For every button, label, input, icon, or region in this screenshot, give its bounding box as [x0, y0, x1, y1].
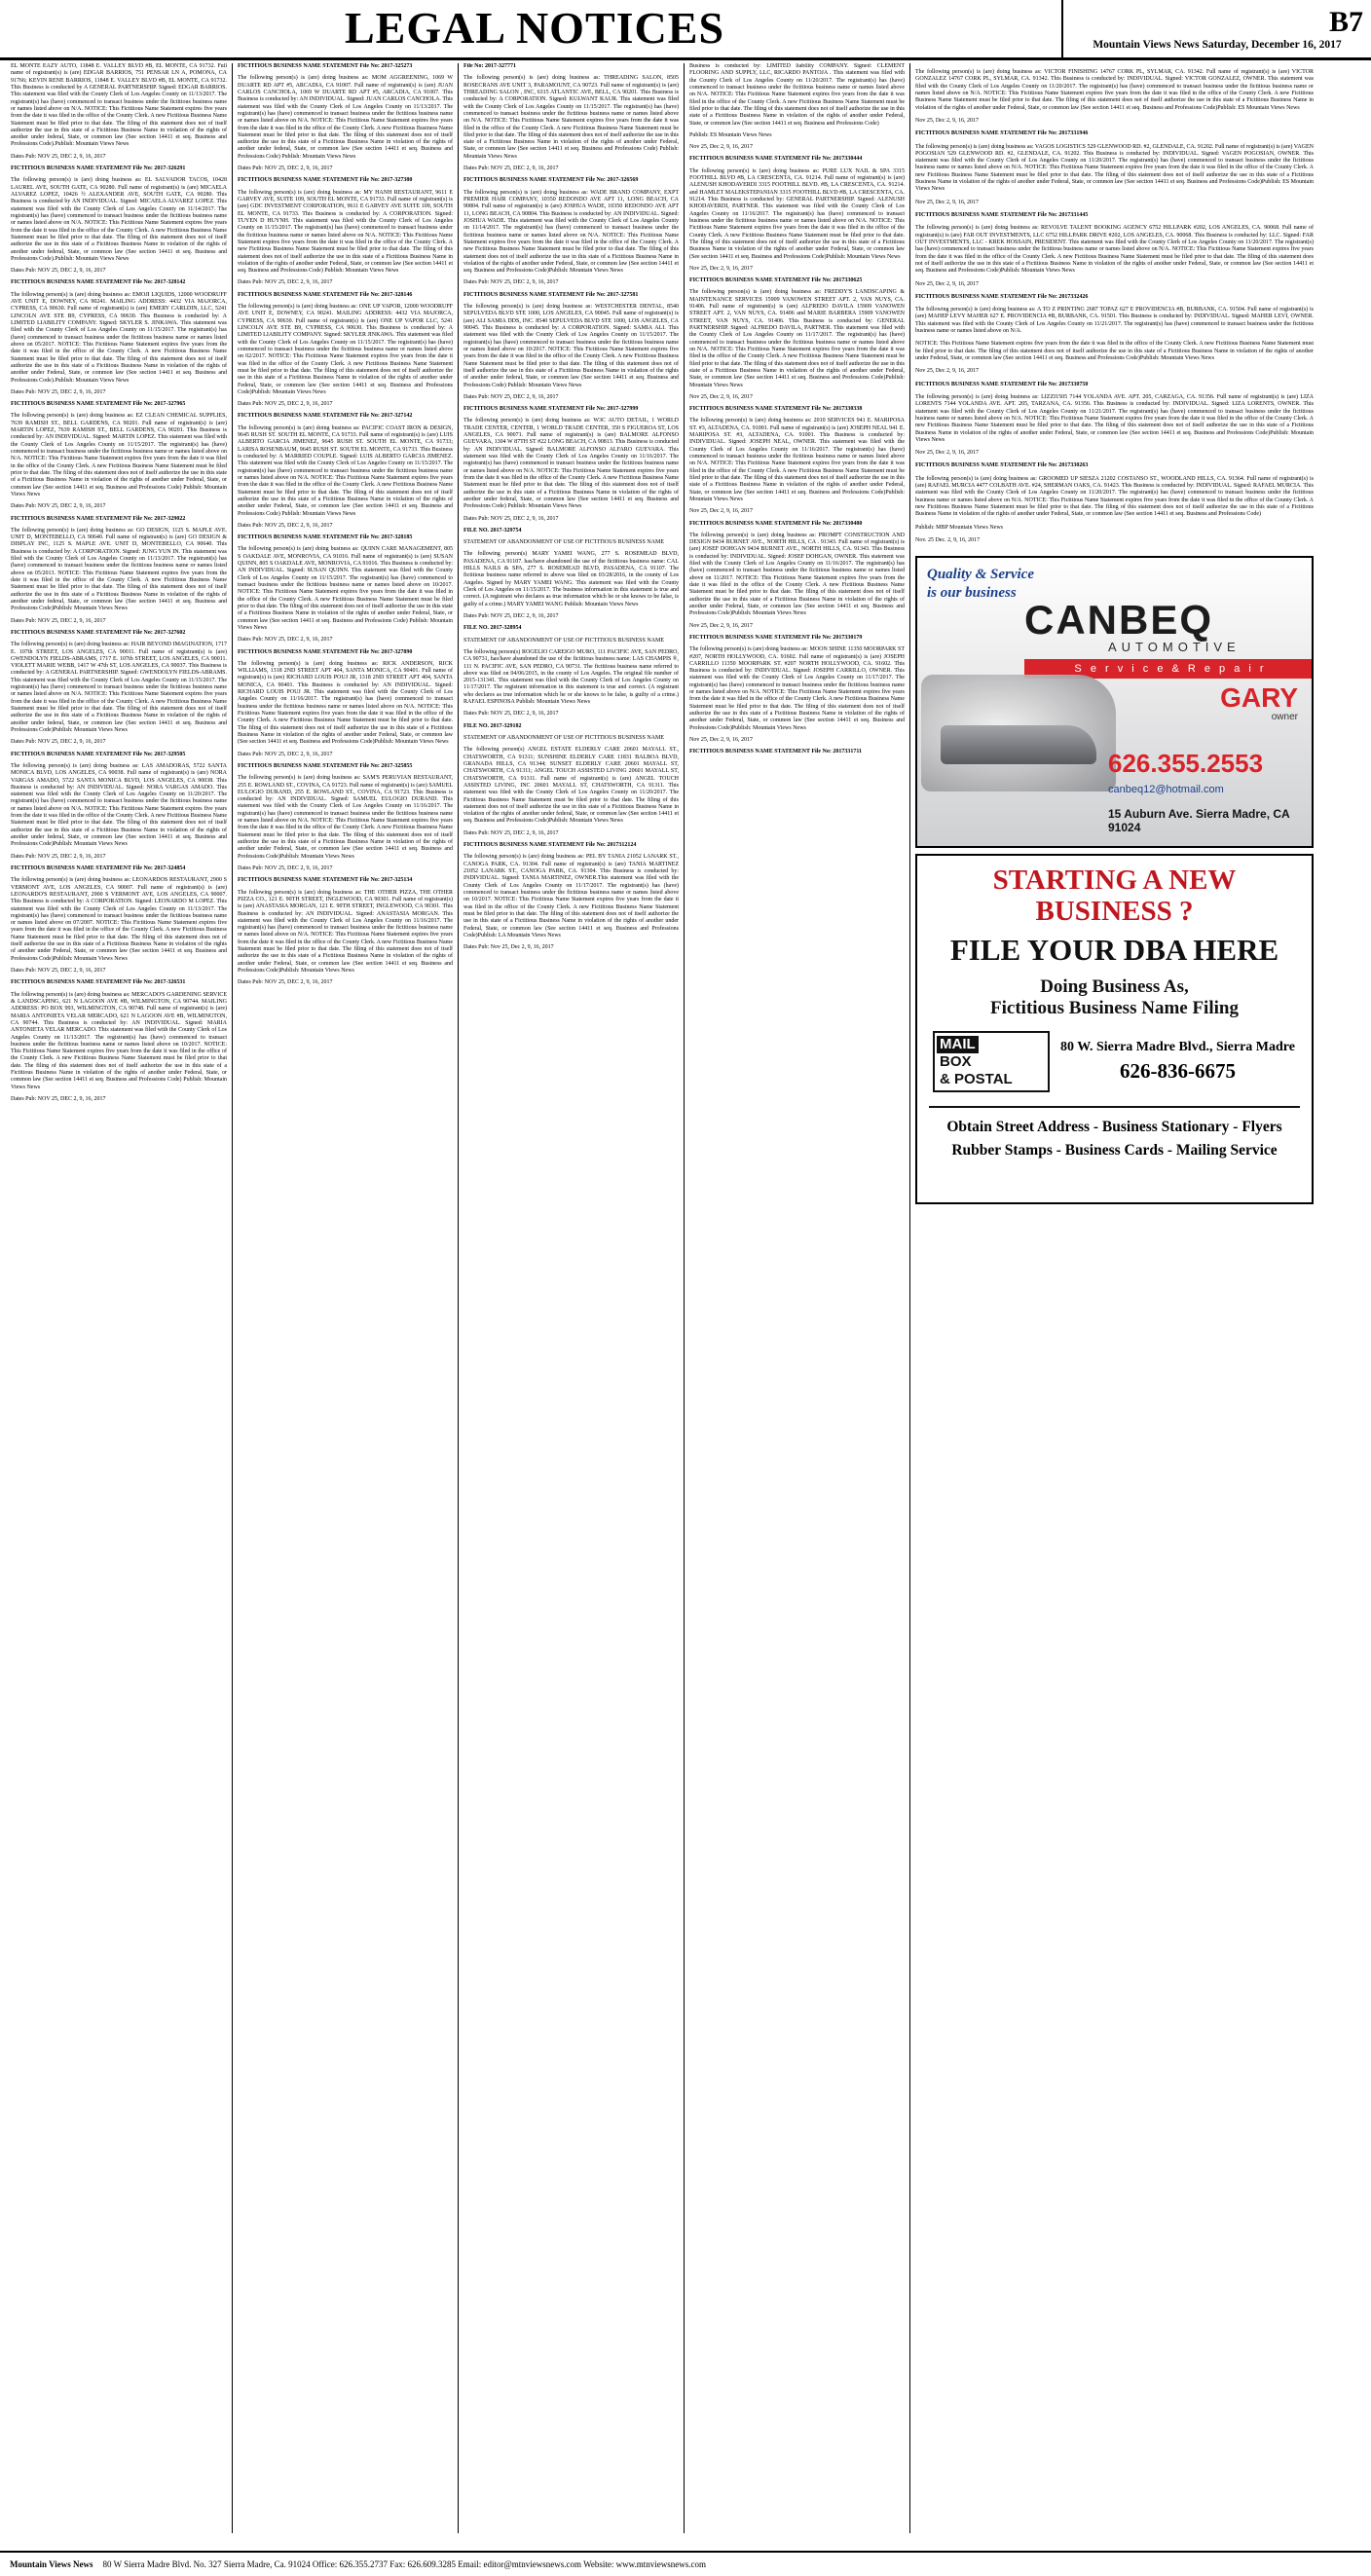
masthead-right — [1071, 0, 1363, 57]
notice-column-1 — [6, 63, 232, 2533]
notice-body: The following person(s) is (are) doing business as: QUINN CARE MANAGEMENT, 805 S OAKDALE AVE, MONROVIA, CA 91016. Full name of registrant(s) is (are) SUSAN QUINN, 805 S OAKDALE AVE, MONROVIA, CA 91016. This Business is conducted by: AN INDIVIDUAL. Signed: SUSAN QUINN. This statement was filed with the County Clerk of Los Angeles County on 11/15/2017. The registrant(s) has (have) commenced to transact business under the fictitious business name or names listed above on 10/2017. NOTICE: This Fictitious Name Statement expires five years from the date it was filed in the office of the County Clerk. A new Fictitious Business Name Statement must be filed prior to that date. The filing of this statement does not of itself authorize the use in this state of a Fictitious Business Name in violation of the rights of another under Federal, State, or common law (See section 14411 et seq. Business and Professions Code) Publish: Mountain Views News — [238, 546, 453, 631]
notice-body: Nov 25, Dec 2, 9, 16, 2017 — [689, 265, 753, 272]
masthead — [0, 0, 1371, 60]
notice-heading: FICTITIOUS BUSINESS NAME STATEMENT File No: 2017-325855 — [238, 762, 413, 769]
notice-body: Nov 25, Dec 2, 9, 16, 2017 — [915, 368, 979, 375]
notice-body: Dates Pub: NOV 25, DEC 2, 9, 16, 2017 — [238, 751, 333, 757]
ad-canbeq-automotive[interactable] — [915, 556, 1314, 848]
ad-dba-fictitious-name: Fictitious Business Name Filing — [990, 998, 1239, 1019]
notice-body: NOTICE: This Fictitious Name Statement expires five years from the date it was filed in the office of the County Clerk. A new Fictitious Business Name Statement must be filed prior to that date. The filing of this statement does not of itself authorize the use in this state of a Fictitious Business Name in violation of the rights of another under Federal, State, or common law (See section 14411 et seq. Business and Professions Code)Publish: Mountain Views News — [915, 341, 1314, 361]
notice-heading: FICTITIOUS BUSINESS NAME STATEMENT File No: 2017-329022 — [11, 515, 186, 522]
notice-body: The following person(s) is (are) doing business as: MOM AGGREENING, 1069 W DUARTE RD APT #5, ARCADIA, CA 91007. Full name of registrant(s) is (are) JUAN CARLOS CANCHOLA, 1069 W DUARTE RD APT #5, ARCADIA, CA 91007. This Business is conducted by: AN INDIVIDUAL. Signed: JUAN CARLOS CANCHOLA. This statement was filed with the County Clerk of Los Angeles County on 11/13/2017. The registrant(s) has (have) commenced to transact business under the fictitious business name or names listed above on N/A. NOTICE: This Fictitious Name Statement expires five years from the date it was filed in the office of the County Clerk. A new Fictitious Business Name Statement must be filed prior to that date. The filing of this statement does not of itself authorize the use in this state of a Fictitious Business Name in violation of the rights of another under federal, State, or common law (See section 14411 et seq. Business and Professions Code) Publish: Mountain Views News — [238, 75, 453, 160]
ad-canbeq-tagline: S e r v i c e & R e p a i r — [1024, 659, 1314, 679]
notice-body: The following person(s) is (are) doing business as: RICK ANDERSON, RICK WILLIAMS, 1318 2ND STREET APT 404, SANTA MONICA, CA 90401. Full name of registrant(s) is (are) RICHARD LOUIS POUJ JR, 1318 2ND STREET APT 404, SANTA MONICA, CA 90401. This Business is conducted by: AN INDIVIDUAL. Signed: RICHARD LOUIS POUJ JR. This statement was filed with the County Clerk of Los Angeles County on 11/16/2017. The registrant(s) has (have) commenced to transact business under the fictitious business name or names listed above on N/A. NOTICE: This Fictitious Name Statement expires five years from the date it was filed in the office of the County Clerk. A new Fictitious Business Name Statement must be filed prior to that date. The filing of this statement does not of itself authorize the use in this state of a Fictitious Business Name in violation of the rights of another under Federal, State, or common law (See section 14411 et seq. Business and Professions Code)Publish: Mountain Views News — [238, 660, 453, 746]
notice-body: The following person(s) is (are) doing business as: WESTCHESTER DENTAL, 8540 SEPULVEDA BLVD STE 1000, LOS ANGELES, CA 90045. Full name of registrant(s) is (are) ALI SAMIA DDS, INC. 8540 SEPULVEDA BLVD STE 1000, LOS ANGELES, CA 90045. This Business is conducted by: A CORPORATION. Signed: SAMIA ALI. This statement was filed with the County Clerk of Los Angeles County on 11/15/2017. The registrant(s) has (have) commenced to transact business under the fictitious business name or names listed above on 10/2017. NOTICE: This Fictitious Name Statement expires five years from the date it was filed in the office of the County Clerk. A new Fictitious Business Name Statement must be filed prior to that date. The filing of this statement does not of itself authorize the use in this state of a Fictitious Business Name in violation of the rights of another under federal, State, or common law (See section 14411 et seq. Business and Professions Code) Publish: Mountain Views News — [463, 304, 679, 388]
notice-heading: FICTITIOUS BUSINESS NAME STATEMENT File No: 2017331445 — [915, 212, 1089, 218]
footer-contact-info: 80 W Sierra Madre Blvd. No. 327 Sierra Madre, Ca. 91024 Office: 626.355.2737 Fax: 626.609.3285 Email: editor@mtnviewsnews.com Website: www.mtnviewsnews.com — [102, 2559, 706, 2569]
notice-body: Business is conducted by: LIMITED liability COMPANY. Signed: CLEMENT FLOORING AND SUPPLY, LLC, RICARDO PANTOJA . This statement was filed with the County Clerk of Los Angeles County on 11/20/2017. The registrant(s) has (have) commenced to transact business under the fictitious business name or names listed above on N/A. NOTICE: This Fictitious Name Statement expires five years from the date it was filed in the office of the County Clerk. A new Fictitious Business Name Statement must be filed prior to that date. The filing of this statement does not of itself authorize the use in this state of a Fictitious Business Name in violation of the rights of another under Federal, State, or common law (See section 14411 et seq. Business and Professions Code) — [689, 63, 905, 127]
notice-heading: FICTITIOUS BUSINESS NAME STATEMENT File No: 2017-327602 — [11, 629, 186, 636]
notice-body: Dates Pub: NOV 25, DEC 2, 9, 16, 2017 — [463, 612, 559, 619]
notice-body: The following person(s) is (are) doing business as: A TO Z PRINTING 2687 TOPAZ 627 E PROVIDENCIA #B, BURBANK, CA. 91504. Full name of registrant(s) is (are) MAHEP LEVY MAHER 627 E. PROVIDENCIA #B, BURBANK, CA. 91501. This Business is conducted by: INDIVIDUAL. Signed: MAHER LEVI, OWNER. This statement was filed with the County Clerk of Los Angeles County on 11/21/2017. The registrant(s) has (have) commenced to transact business under the fictitious business name or names listed above on N/A. — [915, 307, 1314, 335]
notice-body: Dates Pub: NOV 25, DEC 2, 9, 16, 2017 — [11, 617, 106, 624]
notice-heading: FICTITIOUS BUSINESS NAME STATEMENT File No: 2017-324854 — [11, 865, 186, 871]
notice-body: Nov. 25 Dec. 2, 9, 16, 2017 — [915, 536, 981, 543]
notice-body: Dates Pub: NOV 25, DEC 2, 9, 16, 2017 — [11, 268, 106, 275]
notice-body: Dates Pub: NOV 25, DEC 2, 9, 16, 2017 — [463, 393, 559, 400]
ad-dba-services — [929, 1106, 1300, 1161]
notice-body: Dates Pub: NOV 25, DEC 2, 9, 16, 2017 — [11, 1096, 106, 1102]
notice-body: Dates Pub: NOV 25, DEC 2, 9, 16, 2017 — [238, 979, 333, 986]
notice-body: Nov 25, Dec 2, 9, 16, 2017 — [689, 622, 753, 629]
notice-body: The following person(s) ANGEL ESTATE ELDERLY CARE 20601 MAYALL ST., CHATSWORTH, CA 91311; SUNSHINE ELDERLY CARE 11831 BALBOA BLVD, GRANADA HILLS, CA 91344; SUNSET ELDERLY CARE 20601 MAYALL ST, CHATSWORTH, CA 91311; ANGEL TOUCH ASSISTED LIVING 20601 MAYALL ST, CHATSWORTH, CA 91311. Full name of registrant(s) is (are) ANGEL TOUCH ASSISTED LIVING, INC 20601 MAYALL ST, CHATSWORTH, CA 91311. This statement was filed with the County Clerk of Los Angeles County on 11/20/2017. The Fictitious Business Name Statement must be filed prior to that date. The filing of this statement does not of itself authorize the use in this state of a Fictitious Business Name in violation of the rights of another under federal, State, or common law (See section 14411 et seq. Business and Professions Code)Publish: Mountain Views News — [463, 747, 679, 825]
ad-dba-filing[interactable] — [915, 854, 1314, 1204]
notice-heading: FICTITIOUS BUSINESS NAME STATEMENT File No: 2017-326531 — [11, 979, 186, 986]
notice-heading: File No: 2017-327771 — [463, 63, 516, 69]
notice-body: Dates Pub: NOV 25, DEC 2, 9, 16, 2017 — [11, 739, 106, 746]
notice-body: Nov 25, Dec 2, 9, 16, 2017 — [915, 450, 979, 457]
notice-heading: FICTITIOUS BUSINESS NAME STATEMENT File No: 2017-326569 — [463, 177, 639, 184]
notice-body: The following person(s) is (are) doing business as: HAIR BEYOND IMAGINATION, 1717 E. 107th STREET, LOS ANGELES, CA 90011. Full name of registrant(s) is (are) GWENDOLYN FIELDS-ABRAMS, 1717 E. 107th STREET, LOS ANGELES, CA 90011. VIOLETT MARIE WEBB, 1417 W 47th ST, LOS ANGELES, CA 90037. This Business is conducted by: A GENERAL PARTNERSHIP. Signed: GWENDOLYN FIELDS-ABRAMS. This statement was filed with the County Clerk of Los Angeles County on 11/15/2017. The registrant(s) has (have) commenced to transact business under the fictitious business name or names listed above on N/A. NOTICE: This Fictitious Name Statement expires five years from the date it was filed in the office of the County Clerk. A new Fictitious Business Name Statement must be filed prior to that date. The filing of this statement does not of itself authorize the use in this state of a Fictitious Business Name in violation of the rights of another under federal, State, or common law (See section 14411 et seq. Business and Professions Code)Publish: Mountain Views News — [11, 642, 227, 733]
notice-column-5-with-ads — [909, 63, 1318, 2533]
ad-dba-headline: STARTING A NEW BUSINESS ? — [992, 865, 1237, 928]
notice-column-4 — [684, 63, 909, 2533]
notice-body: Nov 25, Dec 2, 9, 16, 2017 — [689, 508, 753, 515]
notice-heading: FILE NO. 2017-329182 — [463, 722, 522, 729]
notice-body: Dates Pub: NOV 25, DEC 2, 9, 16, 2017 — [238, 637, 333, 644]
ad-dba-services-line2: Rubber Stamps - Business Cards - Mailing Service — [951, 1141, 1278, 1159]
notice-body: STATEMENT OF ABANDONMENT OF USE OF FICTITIOUS BUSINESS NAME — [463, 637, 664, 644]
ad-canbeq-logo: CANBEQ — [1024, 597, 1214, 644]
notice-heading: FICTITIOUS BUSINESS NAME STATEMENT File No: 2017-325134 — [238, 877, 413, 884]
notice-heading: FICTITIOUS BUSINESS NAME STATEMENT File No: 2017331711 — [689, 749, 863, 755]
notice-body: Dates Pub: NOV 25, DEC 2, 9, 16, 2017 — [238, 279, 333, 286]
notice-body: Dates Pub: NOV 25, DEC 2, 9, 16, 2017 — [11, 153, 106, 160]
notice-body: STATEMENT OF ABANDONMENT OF USE OF FICTITIOUS BUSINESS NAME — [463, 539, 664, 546]
notice-body: The following person(s) is (are) doing business as: WADE BRAND COMPANY, EXPT PREMIER HAIR COMPANY, 10350 REDONDO AVE APT 11, LONG BEACH, CA 90804. Full name of registrant(s) is (are) JOSHUA WADE, 10350 REDONDO AVE APT 11, LONG BEACH, CA 90804. This Business is conducted by: AN INDIVIDUAL. Signed: JOSHUA WADE. This statement was filed with the County Clerk of Los Angeles County on 11/14/2017. The registrant(s) has (have) commenced to transact business under the fictitious business name or names listed above on N/A. NOTICE: This Fictitious Name Statement expires five years from the date it was filed in the office of the County Clerk. A new Fictitious Business Name Statement must be filed prior to that date. The filing of this statement does not of itself authorize the use in this state of a Fictitious Business Name in violation of the rights of another under Federal, State, or common law (See section 14411 et seq. Business and Professions Code)Publish: Mountain Views News — [463, 189, 679, 275]
ad-canbeq-phone[interactable]: 626.355.2553 — [1108, 749, 1264, 779]
notice-body: The following person(s) is (are) doing business as: MERCADO'S GARDENING SERVICE & LANDSCAPING, 621 N LAGOON AVE #B, WILMINGTON, CA 90744. MAILING ADDRESS: PO BOX 993, WILMINGTON, CA 90748. Full name of registrant(s) is (are) MARIA ANTONIETA VELAR MERCADO, 621 N LAGOON AVE #B, WILMINGTON, CA 90744. This Business is conducted by: AN INDIVIDUAL. Signed: MARIA ANTONIETA VELAR MERCADO. This statement was filed with the County Clerk of Los Angeles County on 11/13/2017. The registrant(s) has (have) commenced to transact business under the fictitious business name or names listed above on 10/2017. NOTICE: This Fictitious Name Statement expires five years from the date it was filed in the office of the County Clerk. A new Fictitious Business Name Statement must be filed prior to that date. The filing of this statement does not of itself authorize the use in this state of a Fictitious Business Name in violation of the rights of another under Federal, State, or common law (See section 14411 et seq. Business and Professions Code) Publish: Mountain Views News — [11, 991, 227, 1090]
ad-canbeq-quality-line — [927, 566, 1034, 603]
notice-heading: FILE NO. 2017-328954 — [463, 625, 522, 632]
notice-heading: FICTITIOUS BUSINESS NAME STATEMENT File No: 2017330750 — [915, 381, 1089, 387]
notice-heading: FICTITIOUS BUSINESS NAME STATEMENT File No: 2017-328146 — [238, 291, 413, 298]
notice-heading: FICTITIOUS BUSINESS NAME STATEMENT File No: 2017330625 — [689, 277, 863, 284]
ad-canbeq-quality-line1: Quality & Service — [927, 567, 1034, 583]
notice-body: The following person(s) is (are) doing business as: PURE LUX NAIL & SPA 3315 FOOTHILL BLVD #B, LA CRESCENTA, CA. 91214. Full name of registrant(s) is (are) ALENUSH KHODAVERDI 3315 FOOTHILL BLVD. #B, LA CRESCENTA, CA. 91214. and HAMLET MALEKSTEPANIAN 3315 FOOTHILL BLVD #B, LA CRESCENTA, CA. 91214. This Business is conducted by: GENERAL PARTNERSHIP. Signed: ALENUSH KHODAVERDI, PARTNER. This statement was filed with the County Clerk of Los Angeles County on 11/16/2017. The registrant(s) has (have) commenced to transact business under the fictitious business name or names listed above on N/A. NOTICE: This Fictitious Name Statement expires five years from the date it was filed in the office of the County Clerk. A new Fictitious Business Name Statement must be filed prior to that date. The filing of this statement does not of itself authorize the use in this state of a Fictitious Business Name in violation of the rights of another under Federal, State, or common law (See section 14411 et seq. Business and Professions Code)Publish: Mountain Views News — [689, 167, 905, 260]
notice-heading: FICTITIOUS BUSINESS NAME STATEMENT File No: 2017-327380 — [238, 177, 413, 184]
notice-body: The following person(s) is (are) doing business as: VICTOR FINISHING 14767 CORK PL, SYLMAR, CA. 91342. Full name of registrant(s) is (are) VICTOR GONZALEZ 14767 CORK PL, SYLMAR, CA. 91342. This Business is conducted by: INDIVIDUAL. Signed: VICTOR GONZALEZ, OWNER. This statement was filed with the County Clerk of Los Angeles County on 11/20/2017. The registrant(s) has (have) commenced to transact business under the fictitious business name or names listed above on N/A. NOTICE: This Fictitious Name Statement expires five years from the date it was filed in the office of the County Clerk. A new Fictitious Business Name Statement must be filed prior to that date. The filing of this statement does not of itself authorize the use in this state of a Fictitious Business Name in violation of the rights of another under Federal, State, or common law (See section 14411 et seq. Business and Professions Code)Publish: ES Mountain Views News — [915, 69, 1314, 111]
notice-body: Dates Pub: NOV 25, DEC 2, 9, 16, 2017 — [238, 166, 333, 172]
notice-heading: FICTITIOUS BUSINESS NAME STATEMENT File No: 2017330444 — [689, 156, 863, 163]
notice-heading: FICTITIOUS BUSINESS NAME STATEMENT File No: 2017330179 — [689, 634, 863, 641]
notice-body: The following person(s) is (are) doing business as: MOON SHINE 11350 MOORPARK ST #207, NORTH HOLLYWOOD, CA. 91602. Full name of registrant(s) is (are) JOSEPH CARRILLO 11350 MOORPARK ST. #207 NORTH HOLLYWOOD, CA. 91602. This Business is conducted by: INDIVIDUAL. Signed: JOSEPH CARRILLO, OWNER. This statement was filed with the County Clerk of Los Angeles County on 11/17/2017. The registrant(s) has (have) commenced to transact business under the fictitious business name or names listed above on N/A. NOTICE: This Fictitious Name Statement expires five years from the date it was filed in the office of the County Clerk. A new Fictitious Business Name Statement must be filed prior to that date. The filing of this statement does not of itself authorize the use in this state of a Fictitious Business Name in violation of the rights of another under Federal, State, or common law (See section 14411 et seq. Business and Professions Code)Publish: Mountain Views News — [689, 646, 905, 731]
notice-body: Nov 25, Dec 2, 9, 16, 2017 — [689, 736, 753, 743]
notice-body: Dates Pub: NOV 25, DEC 2, 9, 16, 2017 — [463, 166, 559, 172]
notice-body: Dates Pub: NOV 25, DEC 2, 9, 16, 2017 — [11, 503, 106, 510]
ad-dba-file-here: FILE YOUR DBA HERE — [949, 933, 1279, 968]
notice-body: The following person(s) is (are) doing business as: ONE UP VAPOR, 12000 WOODRUFF AVE UNIT E, DOWNEY, CA 90241. MAILING ADDRESS: 4432 VIA MAJORCA, CYPRESS, CA 90630. Full name of registrant(s) is (are) ONE UP VAPOR LLC, 5241 LINCOLN AVE STE B9, CYPRESS, CA 90630. This Business is conducted by: A LIMITED LIABILITY COMPANY. Signed: SKYLER JINKAWA. This statement was filed with the County Clerk of Los Angeles County on 11/15/2017. The registrant(s) has (have) commenced to transact business under the fictitious business name or names listed above on 02/2017. NOTICE: This Fictitious Name Statement expires five years from the date it was filed in the office of the County Clerk. A new Fictitious Business Name Statement must be filed prior to that date. The filing of this statement does not of itself authorize the use in this state of a Fictitious Business Name in violation of the rights of another under Federal, State, or common law (See section 14411 et seq. Business and Professions Code)Publish: Mountain Views News — [238, 304, 454, 395]
notice-heading: FICTITIOUS BUSINESS NAME STATEMENT File No: 2017330480 — [689, 520, 863, 527]
notice-heading: FICTITIOUS BUSINESS NAME STATEMENT File No: 2017-325273 — [238, 63, 413, 69]
ad-canbeq-address: 15 Auburn Ave. Sierra Madre, CA 91024 — [1108, 807, 1290, 835]
notice-heading: FICTITIOUS BUSINESS NAME STATEMENT File No: 2017-327999 — [463, 406, 639, 413]
notice-body: The following person(s) is (are) doing business as: FREDDY'S LANDSCAPING & MAINTENANCE SERVICES 15909 VANOWEN STREET APT. 2, VAN NUYS, CA. 91406. Full name of registrant(s) is (are) ALFREDO DAVILA 15909 VANOWEN STREET APT. 2, VAN NUYS, CA. 91406 and MARIE BARBERA 15909 VANOWEN STREET, VAN NUYS, CA. 91406. This Business is conducted by: GENERAL PARTNERSHIP. Signed: ALFREDO DAVILA, PARTNER. This statement was filed with the County Clerk of Los Angeles County on 11/17/2017. The registrant(s) has (have) commenced to transact business under the fictitious business name or names listed above on N/A. NOTICE: This Fictitious Name Statement expires five years from the date it was filed in the office of the County Clerk. A new Fictitious Business Name Statement must be filed prior to that date. The filing of this statement does not of itself authorize the use in this state of a Fictitious Business Name in violation of the rights of another under Federal, State, or common law (See section 14411 et seq. Business and Professions Code)Publish: Mountain Views News — [689, 289, 905, 388]
notice-body: Dates Pub: NOV 25, DEC 2, 9, 16, 2017 — [463, 711, 559, 718]
notice-body: The following person(s) is (are) doing business as: W3C AUTO DETAIL, 1 WORLD TRADE CENTER, CENTER, 1 WORLD TRADE CENTER, 350 S FIGUEROA ST, LOS ANGELES, CA 90071. Full name of registrant(s) is (are) BALMORE ALFONSO GUEVARA, 1304 W 87TH ST #22 LONG BEACH, CA 90813. This Business is conducted by: AN INDIVIDUAL. Signed: BALMORE ALFONSO ALFARO GUEVARA. This statement was filed with the County Clerk of Los Angeles County on 11/16/2017. The registrant(s) has (have) commenced to transact business under the fictitious business name or names listed above on N/A. NOTICE: This Fictitious Name Statement expires five years from the date it was filed in the office of the County Clerk. A new Fictitious Business Name Statement must be filed prior to that date. The filing of this statement does not of itself authorize the use in this state of a Fictitious Business Name in violation of the rights of another under federal, State, or common law (See section 14411 et seq. Business and Professions Code) Publish: Mountain Views News — [463, 418, 679, 510]
notice-heading: FICTITIOUS BUSINESS NAME STATEMENT File No: 2017-326291 — [11, 166, 186, 172]
ad-dba-address-block — [1059, 1039, 1296, 1085]
notice-body: Nov 25, Dec 2, 9, 16, 2017 — [689, 393, 753, 400]
notice-body: The following person(s) is (are) doing business as: PEL BY TANIA 21052 LANARK ST., CANOGA PARK, CA. 91304. Full name of registrant(s) is (are) TANIA MARTINEZ 21052 LANARK ST., CANOGA PARK, CA. 91304. This Business is conducted by: INDIVIDUAL. Signed: TANIA MARTINEZ, OWNER.This statement was filed with the County Clerk of Los Angeles County on 11/17/2017. The registrant(s) has (have) commenced to transact business under the fictitious business name or names listed above on 10/2017. NOTICE: This Fictitious Name Statement expires five years from the date it was filed in the office of the County Clerk. A new Fictitious Business Name Statement must be filed prior to that date. The filing of this statement does not of itself authorize the use in this state of a Fictitious Business Name in violation of the rights of another under Federal, State, or common law (See section 14411 et seq. Business and Professions Code)Publish: LA Mountain Views News — [463, 854, 679, 938]
footer-brand: Mountain Views News — [10, 2559, 93, 2569]
ad-dba-contact-row — [933, 1031, 1296, 1092]
notice-body: The following person(s) is (are) doing business as: GO DESIGN, 1125 S. MAPLE AVE. UNIT D, MONTEBELLO, CA 90640. Full name of registrant(s) is (are) GO DESIGN & DISPLAY INC, 1125 S. MAPLE AVE. UNIT D, MONTEBELLO, CA 90640. This Business is conducted by: A CORPORATION. Signed: JUNG YUN IN. This statement was filed with the County Clerk of Los Angeles County on 11/13/2017. The registrant(s) has (have) commenced to transact business under the fictitious business name or names listed above on 05/2013. NOTICE: This Fictitious Name Statement expires five years from the date it was filed in the office of the County Clerk. A new Fictitious Business Name Statement must be filed prior to that date. The filing of this statement does not of itself authorize the use in this state of a Fictitious Business Name in violation of the rights of another under federal, State, or common law (See section 14411 et seq. Business and Professions Code)Publish: Mountain Views News — [11, 527, 227, 612]
legal-notice-columns — [0, 60, 1371, 2533]
notice-body: Nov 25, Dec 2, 9, 16, 2017 — [915, 199, 979, 205]
notice-body: The following person(s) is (are) doing business as: THE OTHER PIZZA, THE OTHER PIZZA CO., 121 E. 90TH STREET, INGLEWOOD, CA 90301. Full name of registrant(s) is (are) ANASTASIA MORGAN, 121 E. 90TH STREET, INGLEWOOD, CA 90301. This Business is conducted by: AN INDIVIDUAL. Signed: ANASTASIA MORGAN. This statement was filed with the County Clerk of Los Angeles County on 11/16/2017. The registrant(s) has (have) commenced to transact business under the fictitious business name or names listed above on N/A. NOTICE: This Fictitious Name Statement expires five years from the date it was filed in the office of the County Clerk. A new Fictitious Business Name Statement must be filed prior to that date. The filing of this statement does not of itself authorize the use in this state of a Fictitious Business Name in violation of the rights of another under Federal, State, or common law (See section 14411 et seq. Business and Professions Code)Publish: Mountain Views News — [238, 889, 453, 974]
notice-body: STATEMENT OF ABANDONMENT OF USE OF FICTITIOUS BUSINESS NAME — [463, 735, 664, 741]
notice-body: The following person(s) is (are) doing business as: LIZZI1505 7144 YOLANDA AVE. APT. 205, CARZAGA, CA. 91356. Full name of registrant(s) is (are) LIZA LORENTS 7144 YOLANDA AVE. APT. 205, TARZANA, CA. 91356. This Business is conducted by: INDIVIDUAL. Signed: LIZA LORENTS, OWNER. This statement was filed with the County Clerk of Los Angeles County on 11/21/2017. The registrant(s) has (have) commenced to transact business under the fictitious business name or names listed above on N/A. NOTICE: This Fictitious Name Statement expires five years from the date it was filed in the office of the County Clerk. A new Fictitious Business Name Statement must be filed prior to that date. The filing of this statement does not of itself authorize the use in this state of a Fictitious Business Name in violation of the rights of another under Federal, State, or common law (See section 14411 et seq. Business and Professions Code)Publish: Mountain Views News — [915, 393, 1314, 443]
notice-body: The following person(s) is (are) doing business as: 2010 SERVICES 941 E. MARIPOSA ST. #3, ALTADENA, CA. 91001. Full name of registrant(s) is (are) JOSEPH NEAL 941 E. MARIPOSA ST. #3, ALTADENA, CA. 91001. This Business is conducted by: INDIVIDUAL. Signed: JOSEPH NEAL, OWNER. This statement was filed with the County Clerk of Los Angeles County on 11/16/2017. The registrant(s) has (have) commenced to transact business under the fictitious business name or names listed above on N/A. NOTICE: This Fictitious Name Statement expires five years from the date it was filed in the office of the County Clerk. A new Fictitious Business Name Statement must be filed prior to that date. The filing of this statement does not of itself authorize the use in this state of a Fictitious Business Name in violation of the rights of another under Federal, State, or common law (See section 14411 et seq. Business and Professions Code)Publish: Mountain Views News — [689, 418, 905, 502]
notice-body: Dates Pub: NOV 25, DEC 2, 9, 16, 2017 — [463, 279, 559, 286]
notice-body: The following person(s) is (are) doing business as: LAS AMADORAS, 5722 SANTA MONICA BLVD, LOS ANGELES, CA 90038. Full name of registrant(s) is (are) NORA VARGAS AMADO, 5722 SANTA MONICA BLVD, LOS ANGELES, CA 90038. This Business is conducted by: AN INDIVIDUAL. Signed: NORA VARGAS AMADO. This statement was filed with the County Clerk of Los Angeles County on 11/20/2017. The registrant(s) has (have) commenced to transact business under the fictitious business name or names listed above on N/A. NOTICE: This Fictitious Name Statement expires five years from the date it was filed in the office of the County Clerk. A new Fictitious Business Name Statement must be filed prior to that date. The filing of this statement does not of itself authorize the use in this state of a Fictitious Business Name in violation of the rights of another under federal, State, or common law (See section 14411 et seq. Business and Professions Code)Publish: Mountain Views News — [11, 762, 227, 848]
ad-canbeq-category: AUTOMOTIVE — [1108, 640, 1241, 655]
notice-body: The following person(s) is (are) doing business as: VAGOS LOGISTICS 529 GLENWOOD RD. #2, GLENDALE, CA. 91202. Full name of registrant(s) is (are) VAGEN POGOSIAN 529 GLENWOOD RD. #2, GLENDALE, CA. 91202. This Business is conducted by: INDIVIDUAL. Signed: VAGEN POGOSIAN, OWNER. This statement was filed with the County Clerk of Los Angeles County on 11/20/2017. The registrant(s) has (have) commenced to transact business under the fictitious business name or names listed above on N/A. NOTICE: This Fictitious Name Statement expires five years from the date it was filed in the office of the County Clerk. A new Fictitious Business Name Statement must be filed prior to that date. The filing of this statement does not of itself authorize the use in this state of a Fictitious Business Name in violation of the rights of another under Federal, State, or common law (See section 14411 et seq. Business and Professions Code)Publish: ES Mountain Views News — [915, 143, 1314, 193]
notice-body: Dates Pub: NOV 25, DEC 2, 9, 16, 2017 — [11, 968, 106, 974]
ad-dba-phone[interactable]: 626-836-6675 — [1120, 1059, 1236, 1084]
ad-dba-postal: & POSTAL — [940, 1070, 1013, 1087]
notice-body: The following person(s) is (are) doing business as: PACIFIC COAST IRON & DESIGN, 9645 RUSH ST. SOUTH EL MONTE, CA 91733. Full name of registrant(s) is (are) LUIS ALBERTO GARCIA JIMENEZ, 9645 RUSH ST. SOUTH EL MONTE, CA 91733; LARISA ROSENBAUM, 9645 RUSH ST. SOUTH EL MONTE, CA 91733. This Business is conducted by: A MARRIED COUPLE. Signed: LUIS ALBERTO GARCIA JIMENEZ. This statement was filed with the County Clerk of Los Angeles County on 11/15/2017. The registrant(s) has (have) commenced to transact business under the fictitious business name or names listed above on N/A. NOTICE: This Fictitious Name Statement expires five years from the date it was filed in the office of the County Clerk. A new Fictitious Business Name Statement must be filed prior to that date. The filing of this statement does not of itself authorize the use in this state of a Fictitious Business Name in violation of the rights of another under Federal, State, or common law (See section 14411 et seq. Business and Professions Code) Publish: Mountain Views News — [238, 424, 453, 517]
ad-dba-services-line1: Obtain Street Address - Business Stationary - Flyers — [946, 1119, 1282, 1136]
notice-heading: FILE NO. 2017-329754 — [463, 527, 522, 534]
notice-body: Dates Pub: NOV 25, DEC 2, 9, 16, 2017 — [11, 388, 106, 395]
mailbox-logo — [933, 1031, 1050, 1092]
ad-canbeq-quality-line2: is our business — [927, 585, 1017, 601]
notice-column-2 — [232, 63, 458, 2533]
publication-line: Mountain Views News Saturday, December 16, 2017 — [1093, 38, 1342, 51]
notice-body: Nov 25, Dec 2, 9, 16, 2017 — [689, 144, 753, 151]
notice-body: The following person(s) MARY YAMEI WANG, 277 S. ROSEMEAD BLVD, PASADENA, CA 91107. has/have abandoned the use of the fictitious business name: CAL HILLS NAILS & SPA, 277 S. ROSEMEAD BLVD, PASADENA, CA 91107. The fictitious business name referred to above was filed on 03/28/2016, in the county of Los Angeles. Signed by MARY YAMEI WANG. This statement was filed with the County Clerk of Los Angeles on 11/15/2017. The business information in this statement is true and correct. (A registrant who declares as true information which he or she knows to be false, is guilty of a crime.) MARY YAMEI WANG Publish: Mountain Views News — [463, 551, 679, 607]
notice-body: Nov 25, Dec 2, 9, 16, 2017 — [915, 280, 979, 287]
notice-heading: FICTITIOUS BUSINESS NAME STATEMENT File No: 2017330338 — [689, 406, 863, 413]
notice-body: Dates Pub: NOV 25, DEC 2, 9, 16, 2017 — [238, 865, 333, 871]
notice-heading: FICTITIOUS BUSINESS NAME STATEMENT File No: 2017330263 — [915, 462, 1089, 469]
notice-body: Dates Pub: NOV 25, DEC 2, 9, 16, 2017 — [238, 401, 333, 408]
page-footer — [0, 2551, 1371, 2576]
notice-body: Dates Pub: NOV 25, DEC 2, 9, 16, 2017 — [463, 515, 559, 522]
notice-heading: FICTITIOUS BUSINESS NAME STATEMENT File No: 2017-329505 — [11, 751, 186, 757]
notice-body: Dates Pub: NOV 25, DEC 2, 9, 16, 2017 — [238, 522, 333, 529]
notice-heading: FICTITIOUS BUSINESS NAME STATEMENT File No: 2017-327965 — [11, 401, 186, 408]
notice-body: The following person(s) is (are) doing business as: GROOMED UP SIESZA 21202 COSTANSO ST., WOODLAND HILLS, CA. 91364. Full name of registrant(s) is (are) RAFAEL MURCIA 4477 COLBATH AVE. #24, SHERMAN OAKS, CA. 91423. This Business is conducted by: INDIVIDUAL. Signed: RAFAEL MURCIA. This statement was filed with the County Clerk of Los Angeles County on 11/20/2017. The registrant(s) has (have) commenced to transact business under the fictitious business name or names listed above on N/A. NOTICE: This Fictitious Name Statement expires five years from the date it was filed in the office of the County Clerk. A new Fictitious Business Name Statement must be filed prior to that date. The filing of this statement does not of itself authorize the use in this state of a Fictitious Business Name in violation of the rights of another under Federal, State, or common law (See section 14411 et seq. Business and Professions Code) — [915, 475, 1314, 518]
notice-heading: FICTITIOUS BUSINESS NAME STATEMENT File No: 2017312124 — [463, 842, 637, 849]
notice-body: Publish: MBP Mountain Views News — [915, 524, 1003, 531]
notice-body: Publish: ES Mountain Views News — [689, 131, 772, 138]
ad-dba-doing-business-as: Doing Business As, — [1040, 976, 1189, 998]
notice-body: The following person(s) ROGELIO CAREIGO MURO, 111 PACIFIC AVE, SAN PEDRO, CA 90731, has/have abandoned the use of the fictitious business name: LAS CHAMPIS ®, 111 N. PACIFIC AVE, SAN PEDRO, CA 90731. The fictitious business name referred to above was filed on 04/06/2015, in the county of Los Angeles. The original file number of 2015-131341. This statement was filed with the County Clerk of Los Angeles County on 11/17/2017. The registrant information in this statement is true and correct. (A registrant who declares as true information which he or she knows to be false, is guilty of a crime.) RAFAEL ESPINOSA Publish: Mountain Views News — [463, 648, 679, 706]
notice-heading: FICTITIOUS BUSINESS NAME STATEMENT File No: 2017-328185 — [238, 534, 413, 541]
notice-heading: FICTITIOUS BUSINESS NAME STATEMENT File No: 2017-327890 — [238, 648, 413, 655]
page-title: LEGAL NOTICES — [8, 0, 1063, 57]
notice-body: Dates Pub: NOV 25, DEC 2, 9, 16, 2017 — [11, 853, 106, 860]
notice-body: Nov 25, Dec 2, 9, 16, 2017 — [915, 117, 979, 124]
ad-canbeq-email[interactable]: canbeq12@hotmail.com — [1108, 784, 1224, 796]
notice-body: Dates Pub: NOV 25, DEC 2, 9, 16, 2017 — [463, 829, 559, 836]
notice-body: The following person(s) is (are) doing business as: LEONARDOS RESTAURANT, 2900 S VERMONT AVE, LOS ANGELES, CA 90007. Full name of registrant(s) is (are) LEONARDO'S RESTAURANT, 2900 S VERMONT AVE, LOS ANGELES, CA 90007. This Business is conducted by: A CORPORATION. Signed: LEONARDO M LOPEZ. This statement was filed with the County Clerk of Los Angeles County on 11/13/2017. The registrant(s) has (have) commenced to transact business under the fictitious business name or names listed above on 07/2007. NOTICE: This Fictitious Name Statement expires five years from the date it was filed in the office of the County Clerk. A new Fictitious Business Name Statement must be filed prior to that date. The filing of this statement does not of itself authorize the use in this state of a Fictitious Business Name in violation of the rights of another under Federal, State, or common law (See section 14411 et seq. Business and Professions Code)Publish: Mountain Views News — [11, 877, 227, 962]
notice-body: EL MONTE EAZY AUTO, 11848 E. VALLEY BLVD #B, EL MONTE, CA 91732. Full name of registrant(s) is (are) EDGAR BARRIOS, 751 PENSAR LN A, POMONA, CA 91766; KEVIN RENE BARRIOS, 11848 E. VALLEY BLVD #B, EL MONTE, CA 91732. This Business is conducted by A GENERAL PARTNERSHIP. Signed: EDGAR BARRIOS. This statement was filed with the County Clerk of Los Angeles County on 11/13/2017. The registrant(s) has (have) commenced to transact business under the fictitious business name or names listed above on N/A. NOTICE: This Fictitious Name Statement expires five years from the date it was filed in the office of the County Clerk. A new Fictitious Business Name Statement must be filed prior to that date. The filing of this statement does not of itself authorize the use in this state of a Fictitious Business Name in violation of the rights of another under federal, State, or common law (See section 14411 et seq. Business and Professions Code).Publish: Mountain Views News — [11, 63, 227, 148]
notice-column-3 — [458, 63, 684, 2533]
notice-heading: FICTITIOUS BUSINESS NAME STATEMENT File No: 2017332426 — [915, 293, 1089, 300]
notice-body: The following person(s) is (are) doing business as: THREADING SALON, 8505 ROSECRANS AVE UNIT 3, PARAMOUNT, CA 90723. Full name of registrant(s) is (are) THREADING SALON , INC, 6315 ATLANTIC AVE, BELL, CA 90201. This Business is conducted by: A CORPORATION. Signed: KULWANT KAUR. This statement was filed with the County Clerk of Los Angeles County on 11/15/2017. The registrant(s) has (have) commenced to transact business under the fictitious business name or names listed above on N/A. NOTICE: This Fictitious Name Statement expires five years from the date it was filed in the office of the County Clerk. A new Fictitious Business Name Statement must be filed prior to that date. The filing of this statement does not of itself authorize the use in this state of a Fictitious Business Name in violation of the rights of another under Federal, State, or common law (See section 14411 et seq. Business and Professions Code) Publish: Mountain Views News — [463, 75, 679, 160]
notice-body: The following person(s) is (are) doing business as: EL SALVADOR TACOS, 10428 LAUREL AVE, SOUTH GATE, CA 90280. Full name of registrant(s) is (are) MICAELA ALVAREZ LOPEZ, 10426 ½ ALEXANDER AVE, SOUTH GATE, CA 90280. This Business is conducted by AN INDIVIDUAL. Signed: MICAELA ALVAREZ LOPEZ. This statement was filed with the County Clerk of Los Angeles County on 11/14/2017. The registrant(s) has (have) commenced to transact business under the fictitious business name or names listed above on N/A. NOTICE: This Fictitious Name Statement expires five years from the date it was filed in the office of the County Clerk. A new Fictitious Business Name Statement must be filed prior to that date. The filing of this statement does not of itself authorize the use in this state of a Fictitious Business Name in violation of the rights of another under federal, State, or common law (See section 14411 et seq. Business and Professions Code).Publish: Mountain Views News — [11, 177, 227, 262]
notice-body: The following person(s) is (are) doing business as: MY HANH RESTAURANT, 9611 E GARVEY AVE, SUITE 109, SOUTH EL MONTE, CA 91733. Full name of registrant(s) is (are) GDC INVESTMENT CORPORATION, 9611 E GARVEY AVE SUITE 109, SOUTH EL MONTE, CA 91733. This Business is conducted by: A CORPORATION. Signed: TUYEN D HUYNH. This statement was filed with the County Clerk of Los Angeles County on 11/15/2017. The registrant(s) has (have) commenced to transact business under the fictitious business name or names listed above on N/A. NOTICE: This Fictitious Name Statement expires five years from the date it was filed in the office of the County Clerk. A new Fictitious Business Name Statement must be filed prior to that date. The filing of this statement does not of itself authorize the use in this state of a Fictitious Business Name in violation of the rights of another under Federal, State, or common law (See section 14411 et seq. Business and Professions Code) Publish: Mountain Views News — [238, 189, 453, 275]
notice-heading: FICTITIOUS BUSINESS NAME STATEMENT File No: 2017-327581 — [463, 291, 639, 298]
notice-heading: FICTITIOUS BUSINESS NAME STATEMENT File No: 2017-327142 — [238, 413, 413, 420]
ad-canbeq-owner-title: owner — [1271, 712, 1298, 723]
car-photo — [921, 675, 1116, 791]
notice-body: The following person(s) is (are) doing business as: SAM'S PERUVIAN RESTAURANT, 255 E. ROWLAND ST., COVINA, CA 91723. Full name of registrant(s) is (are) SAMUEL EULOGIO DURAND, 255 E. ROWLAND ST., COVINA, CA 91723. This Business is conducted by: AN INDIVIDUAL. Signed: SAMUEL EULOGIO DURAND. This statement was filed with the County Clerk of Los Angeles County on 11/16/2017. The registrant(s) has (have) commenced to transact business under the fictitious business name or names listed above on N/A. NOTICE: This Fictitious Name Statement expires five years from the date it was filed in the office of the County Clerk. A new Fictitious Business Name Statement must be filed prior to that date. The filing of this statement does not of itself authorize the use in this state of a Fictitious Business Name in violation of the rights of another under Federal, State, or common law (See section 14411 et seq. Business and Professions Code)Publish: Mountain Views News — [238, 775, 453, 860]
notice-body: Dates Pub: Nov 25, Dec 2, 9, 16, 2017 — [463, 944, 554, 951]
notice-body: The following person(s) is (are) doing business as: REVOLVE TALENT BOOKING AGENCY 6752 HILLPARK #202, LOS ANGELES, CA. 90068. Full name of registrant(s) is (are) FAR OUT INVESTMENTS, LLC 6752 HILLPARK DRIVE #202, LOS ANGELES, CA. 90068. This Business is conducted by: LLC. Signed: FAR OUT INVESTMENTS, LLC - KREK HOSSAIN, PRESIDENT. This statement was filed with the County Clerk of Los Angeles County on 11/20/2017. The registrant(s) has (have) commenced to transact business under the fictitious business name or names listed above on N/A. NOTICE: This Fictitious Name Statement expires five years from the date it was filed in the office of the County Clerk. A new Fictitious Business Name Statement must be filed prior to that date. The filing of this statement does not of itself authorize the use in this state of a Fictitious Business Name in violation of the rights of another under Federal, State, or common law (See section 14411 et seq. Business and Professions Code)Publish: Mountain Views News — [915, 225, 1314, 275]
notice-heading: FICTITIOUS BUSINESS NAME STATEMENT File No: 2017331946 — [915, 130, 1089, 137]
notice-body: The following person(s) is (are) doing business as: PROMPT CONSTRUCTION AND DESIGN 8434 BURNET AVE., NORTH HILLS, CA . 91343. Full name of registrant(s) is (are) JOSEF DOHGAN 9434 BURNET AVE., NORTH HILLS, CA. 91343. This Business is conducted by: INDIVIDUAL. Signed: JOSEF DOHGAN, OWNER. This statement was filed with the County Clerk of Los Angeles County on 11/16/2017. The registrant(s) has (have) commenced to transact business under the fictitious business name or names listed above on 11/2017. NOTICE: This Fictitious Name Statement expires five years from the date it was filed in the office of the County Clerk. A new Fictitious Business Name Statement must be filed prior to that date. The filing of this statement does not of itself authorize the use in this state of a Fictitious Business Name in violation of the rights of another under Federal, State, or common law (See section 14411 et seq. Business and Professions Code)Publish: Mountain Views News — [689, 532, 905, 617]
notice-heading: FICTITIOUS BUSINESS NAME STATEMENT File No: 2017-328142 — [11, 279, 186, 286]
ad-dba-address: 80 W. Sierra Madre Blvd., Sierra Madre — [1060, 1040, 1295, 1055]
notice-column-5-text — [915, 63, 1314, 550]
ad-dba-mailbox-line2: BOX — [940, 1052, 972, 1070]
ad-canbeq-owner-name: GARY — [1220, 682, 1298, 714]
ad-dba-mailbox-line1: MAIL — [937, 1036, 979, 1053]
notice-body: The following person(s) is (are) doing business as: EMOJI LIQUIDS, 12000 WOODRUFF AVE UNIT E, DOWNEY, CA 90241. MAILING ADDRESS: 4432 VIA MAJORCA, CYPRESS, CA 90630. Full name of registrant(s) is (are) EMERY CARLDIN, LLC, 5241 LINCOLN AVE STE B9, CYPRESS, CA 90630. This Business is conducted by: A LIMITED LIABILITY COMPANY. Signed: SKYLER S. JINKAWA. This statement was filed with the County Clerk of Los Angeles County on 11/15/2017. The registrant(s) has (have) commenced to transact business under the fictitious business name or names listed above on 05/2017. NOTICE: This Fictitious Name Statement expires five years from the date it was filed in the office of the County Clerk. A new Fictitious Business Name Statement must be filed prior to that date. The filing of this statement does not of itself authorize the use in this state of a Fictitious Business Name in violation of the rights of another under Federal, State, or common law (See section 14411 et seq. Business and Professions Code).Publish: Mountain Views News — [11, 291, 227, 384]
notice-body: The following person(s) is (are) doing business as: EZ CLEAN CHEMICAL SUPPLIES, 7639 RAMISH ST., BELL GARDENS, CA 90201. Full name of registrant(s) is (are) MARTIN LOPEZ, 7639 RAMISH ST., BELL GARDENS, CA 90201. This Business is conducted by: AN INDIVIDUAL. Signed: MARTIN LOPEZ. This statement was filed with the County Clerk of Los Angeles County on 11/15/2017. The registrant(s) has (have) commenced to transact business under the fictitious business name or names listed above on N/A. NOTICE: This Fictitious Name Statement expires five years from the date it was filed in the office of the County Clerk. A new Fictitious Business Name Statement must be filed prior to that date. The filing of this statement does not of itself authorize the use in this state of a Fictitious Business Name in violation of the rights of another under Federal, State, or common law (See section 14411 et seq. Business and Professions Code) Publish: Mountain Views News — [11, 413, 227, 497]
section-label: B7 — [1328, 5, 1363, 38]
